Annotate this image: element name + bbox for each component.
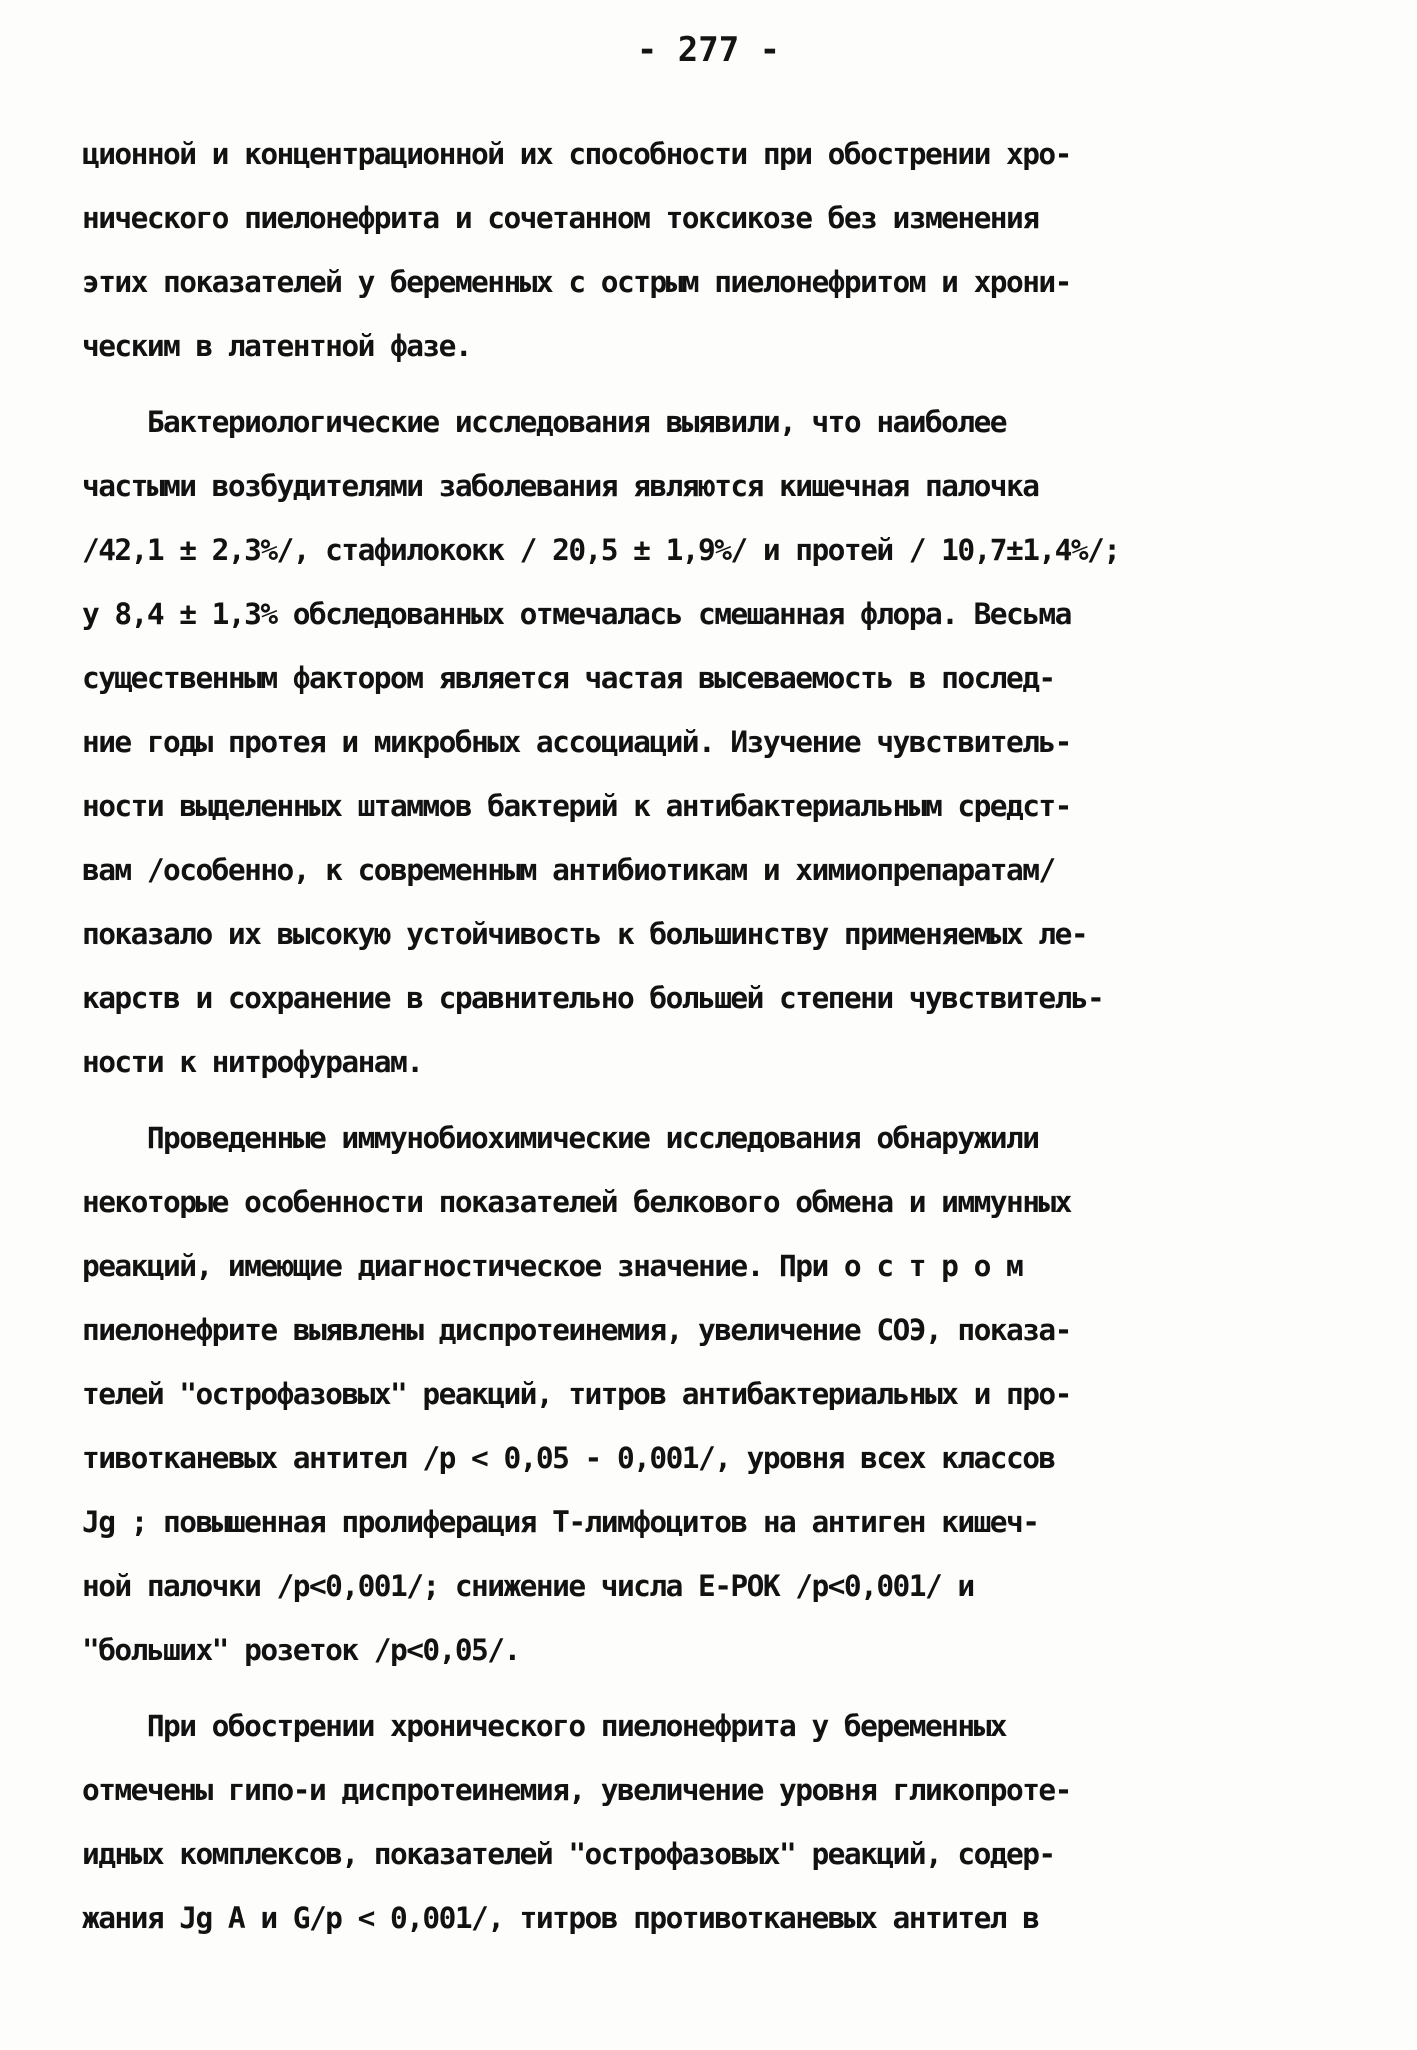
text-line: нического пиелонефрита и сочетанном токсикозе без изменения bbox=[82, 201, 1039, 235]
text-line: Проведенные иммунобиохимические исследования обнаружили bbox=[82, 1121, 1039, 1155]
text-line: пиелонефрите выявлены диспротеинемия, увеличение СОЭ, показа- bbox=[82, 1313, 1071, 1347]
text-line: телей "острофазовых" реакций, титров антибактериальных и про- bbox=[82, 1377, 1071, 1411]
text-line: отмечены гипо-и диспротеинемия, увеличение уровня гликопроте- bbox=[82, 1773, 1071, 1807]
paragraph bbox=[82, 1694, 1337, 1950]
text-line: вам /особенно, к современным антибиотикам и химиопрепаратам/ bbox=[82, 853, 1055, 887]
text-line: тивотканевых антител /р < 0,05 - 0,001/, уровня всех классов bbox=[82, 1441, 1055, 1475]
text-line: "больших" розеток /р<0,05/. bbox=[82, 1633, 520, 1667]
text-line: ности к нитрофуранам. bbox=[82, 1045, 423, 1079]
text-line: Jg ; повышенная пролиферация Т-лимфоцитов на антиген кишеч- bbox=[82, 1505, 1039, 1539]
text-line: существенным фактором является частая высеваемость в послед- bbox=[82, 661, 1055, 695]
text-line: ние годы протея и микробных ассоциаций. Изучение чувствитель- bbox=[82, 725, 1071, 759]
text-line: идных комплексов, показателей "острофазовых" реакций, содер- bbox=[82, 1837, 1055, 1871]
text-line: Бактериологические исследования выявили, что наиболее bbox=[82, 405, 1006, 439]
text-line: ности выделенных штаммов бактерий к антибактериальным средст- bbox=[82, 789, 1071, 823]
text-line: некоторые особенности показателей белкового обмена и иммунных bbox=[82, 1185, 1071, 1219]
text-line: этих показателей у беременных с острым пиелонефритом и хрони- bbox=[82, 265, 1071, 299]
text-line: карств и сохранение в сравнительно большей степени чувствитель- bbox=[82, 981, 1104, 1015]
paragraph bbox=[82, 390, 1337, 1094]
text-line: ческим в латентной фазе. bbox=[82, 329, 472, 363]
text-line: ционной и концентрационной их способности при обострении хро- bbox=[82, 137, 1071, 171]
text-line: показало их высокую устойчивость к большинству применяемых ле- bbox=[82, 917, 1088, 951]
text-line: реакций, имеющие диагностическое значение. При о с т р о м bbox=[82, 1249, 1023, 1283]
paragraph bbox=[82, 1106, 1337, 1682]
text-line: ной палочки /р<0,001/; снижение числа Е-РОК /р<0,001/ и bbox=[82, 1569, 974, 1603]
text-line: жания Jg A и G/р < 0,001/, титров противотканевых антител в bbox=[82, 1901, 1039, 1935]
text-line: у 8,4 ± 1,3% обследованных отмечалась смешанная флора. Весьма bbox=[82, 597, 1071, 631]
text-line: /42,1 ± 2,3%/, стафилококк / 20,5 ± 1,9%/ и протей / 10,7±1,4%/; bbox=[82, 533, 1120, 567]
text-line: При обострении хронического пиелонефрита у беременных bbox=[82, 1709, 1006, 1743]
body-text bbox=[82, 122, 1337, 1950]
text-line: частыми возбудителями заболевания являются кишечная палочка bbox=[82, 469, 1039, 503]
page-number: - 277 - bbox=[636, 30, 781, 70]
paragraph bbox=[82, 122, 1337, 378]
